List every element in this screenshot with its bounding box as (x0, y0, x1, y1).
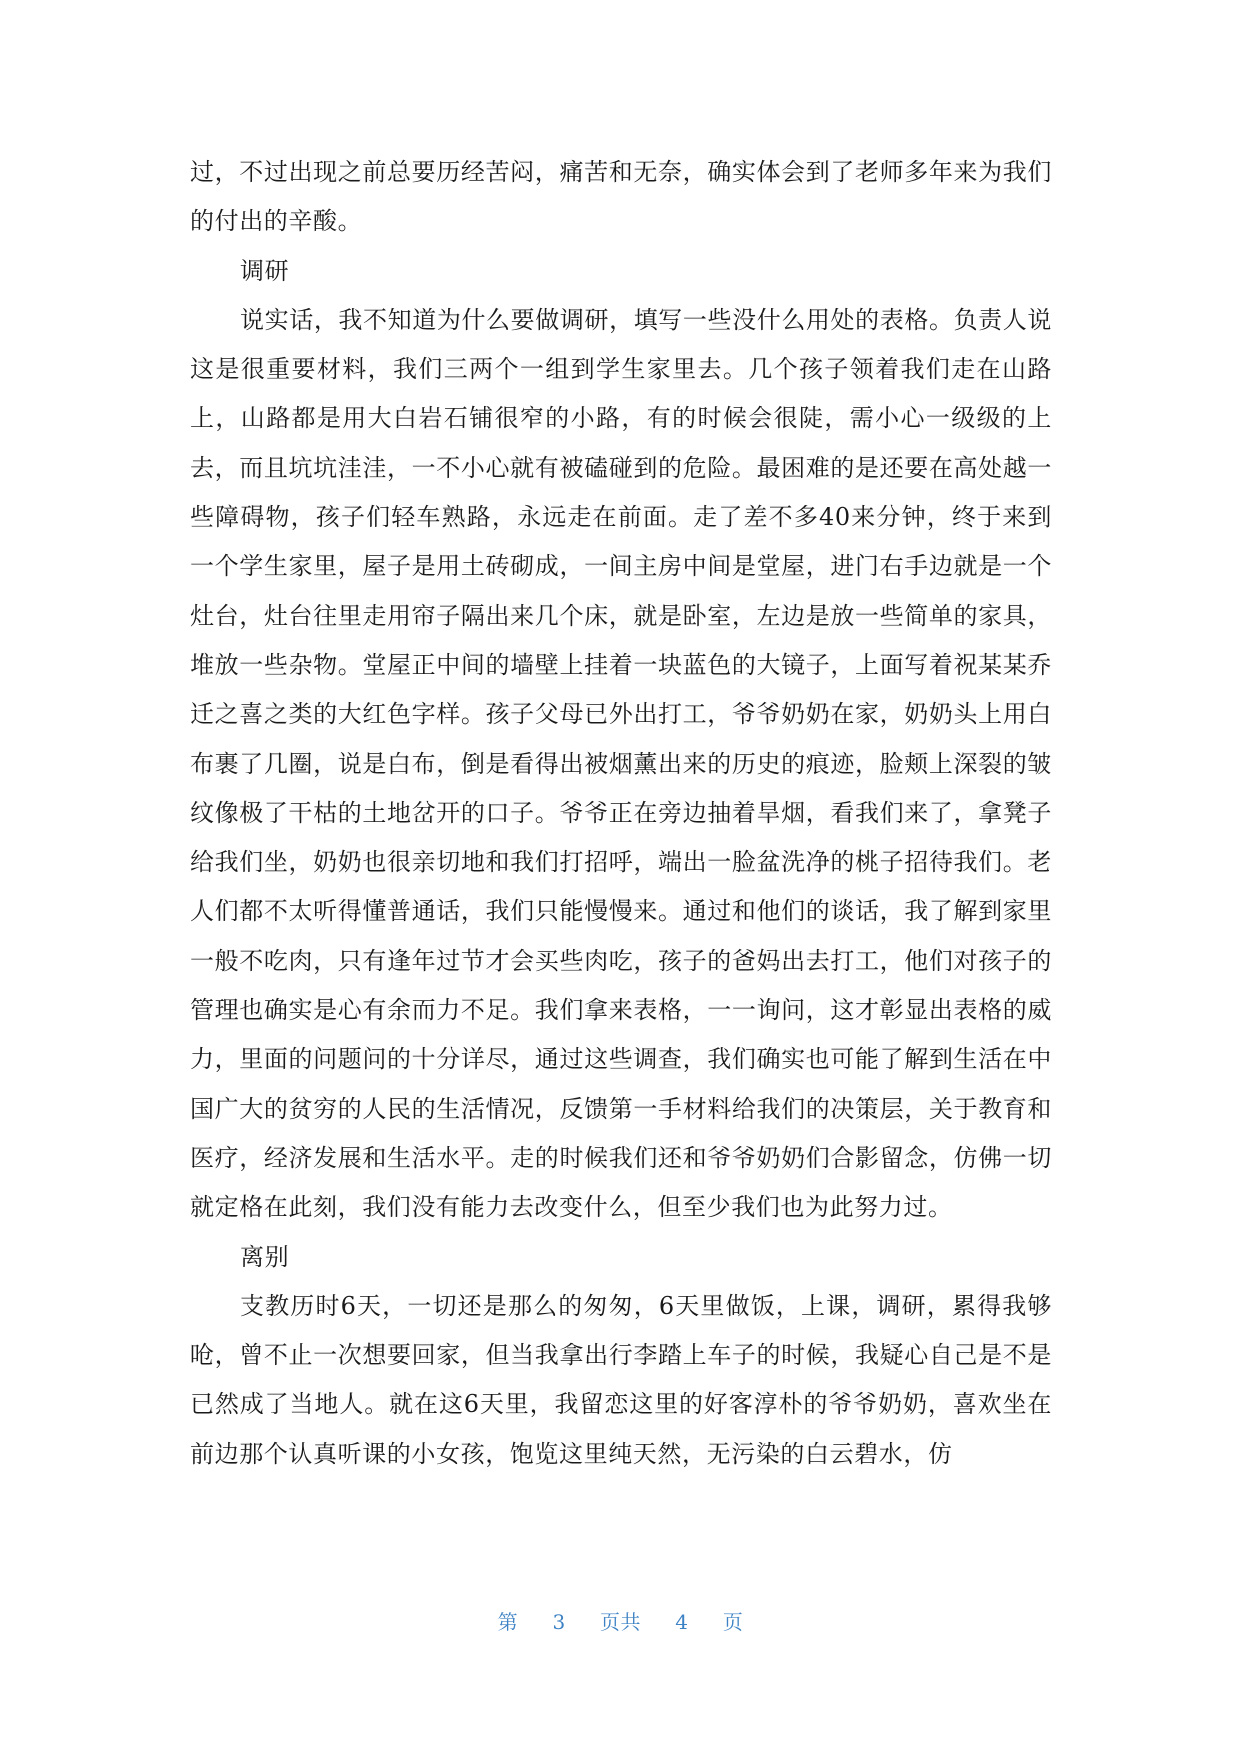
section-heading-farewell: 离别 (240, 1242, 290, 1271)
paragraph-research: 说实话，我不知道为什么要做调研，填写一些没什么用处的表格。负责人说这是很重要材料，我们三两个一组到学生家里去。几个孩子领着我们走在山路上，山路都是用大白岩石铺很窄的小路，有的时候会很陡，需小心一级级的上去，而且坑坑洼洼，一不小心就有被磕碰到的危险。最困难的是还要在高处越一些障碍物，孩子们轻车熟路，永远走在前面。走了差不多40来分钟，终于来到一个学生家里，屋子是用土砖砌成，一间主房中间是堂屋，进门右手边就是一个灶台，灶台往里走用帘子隔出来几个床，就是卧室，左边是放一些简单的家具，堆放一些杂物。堂屋正中间的墙壁上挂着一块蓝色的大镜子，上面写着祝某某乔迁之喜之类的大红色字样。孩子父母已外出打工，爷爷奶奶在家，奶奶头上用白布裹了几圈，说是白布，倒是看得出被烟薰出来的历史的痕迹，脸颊上深裂的皱纹像极了干枯的土地岔开的口子。爷爷正在旁边抽着旱烟，看我们来了，拿凳子给我们坐，奶奶也很亲切地和我们打招呼，端出一脸盆洗净的桃子招待我们。老人们都不太听得懂普通话，我们只能慢慢来。通过和他们的谈话，我了解到家里一般不吃肉，只有逢年过节才会买些肉吃，孩子的爸妈出去打工，他们对孩子的管理也确实是心有余而力不足。我们拿来表格，一一询问，这才彰显出表格的威力，里面的问题问的十分详尽，通过这些调查，我们确实也可能了解到生活在中国广大的贫穷的人民的生活情况，反馈第一手材料给我们的决策层，关于教育和医疗，经济发展和生活水平。走的时候我们还和爷爷奶奶们合影留念，仿佛一切就定格在此刻，我们没有能力去改变什么，但至少我们也为此努力过。 (190, 305, 1052, 1222)
section-heading-research: 调研 (240, 256, 290, 285)
document-body (190, 148, 1052, 1479)
footer-total-pages: 4 (675, 1610, 689, 1634)
footer-label-of: 页共 (600, 1610, 641, 1634)
footer-label-end: 页 (722, 1610, 744, 1634)
paragraph-farewell: 支教历时6天，一切还是那么的匆匆，6天里做饭，上课，调研，累得我够呛，曾不止一次想要回家，但当我拿出行李踏上车子的时候，我疑心自己是不是已然成了当地人。就在这6天里，我留恋这里的好客淳朴的爷爷奶奶，喜欢坐在前边那个认真听课的小女孩，饱览这里纯天然，无污染的白云碧水，仿 (190, 1291, 1052, 1468)
page-footer (0, 1606, 1241, 1635)
footer-current-page: 3 (552, 1610, 566, 1634)
footer-label-page: 第 (497, 1610, 519, 1634)
paragraph-continuation: 过，不过出现之前总要历经苦闷，痛苦和无奈，确实体会到了老师多年来为我们的付出的辛酸。 (190, 158, 1052, 236)
